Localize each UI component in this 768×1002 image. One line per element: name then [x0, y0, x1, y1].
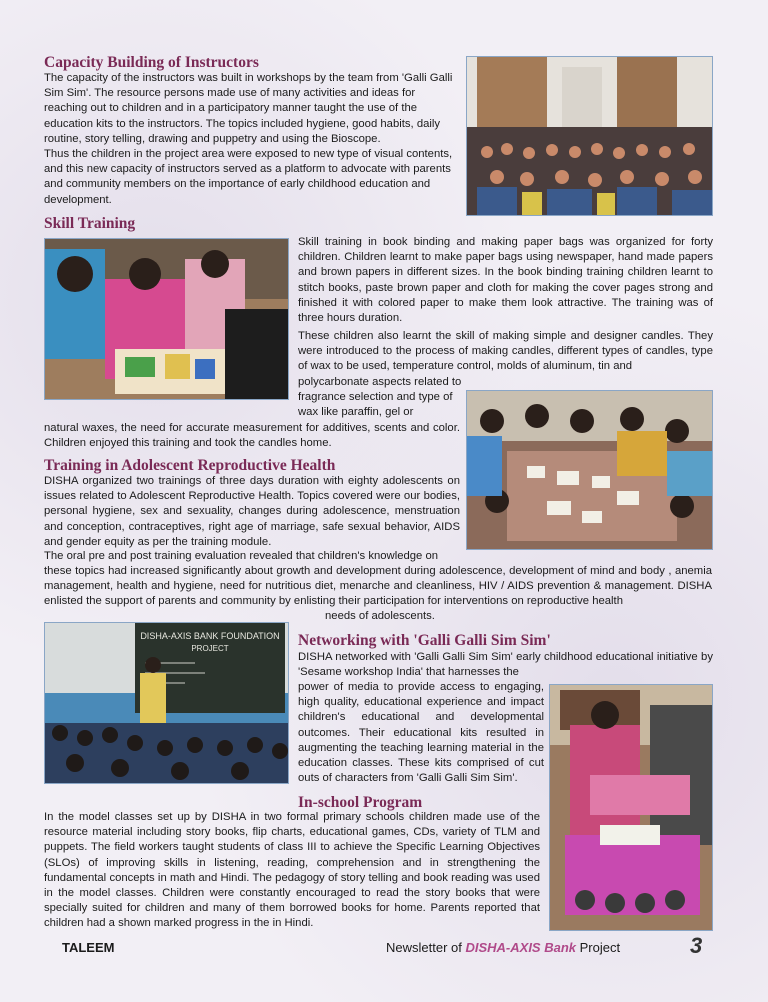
- photo-kit-display: [549, 684, 713, 931]
- photo-skill-training: [44, 238, 289, 400]
- heading-inschool-program: In-school Program: [298, 794, 423, 811]
- skill-paragraph-2a: These children also learnt the skill of making simple and designer candles. They were introduced to the process of making candles, different types of candles, type of wax to be used, temperature control, molds of aluminum, tin and: [298, 330, 713, 373]
- arh-paragraph-2b: these topics had increased significantly about growth and development during adolescence, development of mind and body , anemia management, health and hygiene, need for nutritious diet, menarche and cleanliness, HIV / AIDS prevention & management. DISHA enlisted the support of parents and community by enlisting their participation for interventions on reproductive health: [44, 565, 712, 608]
- photo-classroom-blackboard: [44, 622, 289, 784]
- photo-india-gate-children: [466, 56, 713, 216]
- networking-paragraph-b: power of media to provide access to engaging, high quality, educational experience and impact children's educational and developmental outcomes. Their educational kits resulted in augmenting the teaching learning material in the education classes. These kits comprised of cut outs of characters from 'Galli Galli Sim Sim'.: [298, 681, 544, 785]
- footer-brand: DISHA-AXIS Bank: [465, 940, 577, 955]
- capacity-paragraph: The capacity of the instructors was built in workshops by the team from 'Galli Galli Sim Sim'. The resource persons made use of many activities and ideas for reaching out to children and in a participatory manner taught the use of the education kits to the instructors. The topics included hygiene, good habits, daily routine, story telling, drawing and puppetry and using the Bioscope.: [44, 72, 453, 145]
- inschool-paragraph: In the model classes set up by DISHA in two formal primary schools children made use of the resource material including story books, flip charts, educational games, CDs, variety of TLM and puppets. The field workers taught students of class III to achieve the Specific Learning Objectives (SLOs) of improving skills in listening, reading, comprehension and in strengthening the fundamental concepts in math and Hindi. The pedagogy of story telling and book reading was used in the model classes. Children were constantly encouraged to read the story books that were specially suited for children and many of them borrowed books for home. Parents reported that children had a shown marked progress in the in Hindi.: [44, 811, 540, 930]
- footer-taleem: TALEEM: [62, 940, 115, 955]
- arh-paragraph-2a: The oral pre and post training evaluation revealed that children's knowledge on: [44, 550, 439, 562]
- blackboard-line2: PROJECT: [191, 644, 229, 653]
- skill-paragraph-2b: polycarbonate aspects related to fragrance selection and type of wax like paraffin, gel or: [298, 376, 462, 419]
- footer-newsletter: [386, 940, 620, 955]
- skill-paragraph-2c: natural waxes, the need for accurate measurement for additives, scents and color. Children enjoyed this training and took the candles home.: [44, 422, 460, 450]
- heading-skill-training: Skill Training: [44, 215, 136, 232]
- heading-networking: Networking with 'Galli Galli Sim Sim': [298, 632, 551, 649]
- heading-capacity-building: Capacity Building of Instructors: [44, 54, 259, 71]
- networking-paragraph-a: DISHA networked with 'Galli Galli Sim Sim' early childhood educational initiative by 'Sesame workshop India' that harnesses the: [298, 651, 713, 679]
- arh-paragraph: DISHA organized two trainings of three days duration with eighty adolescents on issues related to Adolescent Reproductive Health. Topics covered were our bodies, personal hygiene, sex and sexuality, changes during adolescence, menstruation and conception, contraceptives, right age of marriage, safe sexual behavior, AIDS and gender equity as per the training module.: [44, 475, 460, 548]
- footer-prefix: Newsletter of: [386, 940, 466, 955]
- blackboard-line1: DISHA-AXIS BANK FOUNDATION: [140, 631, 280, 641]
- page-number: 3: [690, 933, 703, 958]
- arh-paragraph-2c: needs of adolescents.: [325, 610, 435, 622]
- skill-paragraph: Skill training in book binding and making paper bags was organized for forty children. Children learnt to make paper bags using newspaper, hand made papers and brown papers in different sizes. In the book binding training children learnt to stitch books, paste brown paper and cloth for making the cover pages strong and finished it with colored paper to make them look attractive. The training was of three hours duration.: [298, 236, 713, 325]
- heading-adolescent-health: Training in Adolescent Reproductive Health: [44, 457, 336, 474]
- capacity-paragraph-2: Thus the children in the project area were exposed to new type of visual contents, and this new capacity of instructors served as a platform to advocate with parents and community members on the importance of early childhood education and development.: [44, 148, 453, 206]
- photo-candle-workshop: [466, 390, 713, 550]
- footer-suffix: Project: [576, 940, 621, 955]
